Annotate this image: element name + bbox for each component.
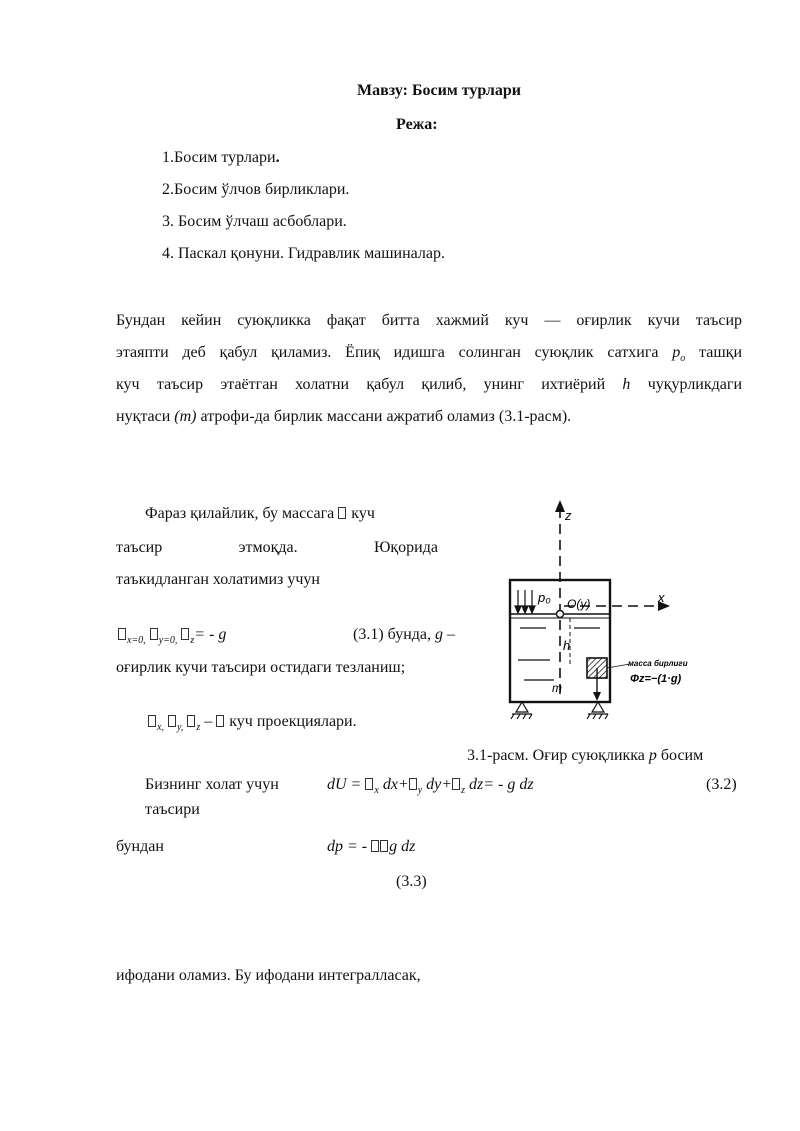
equation-3-1-explanation: оғирлик кучи таъсири остидаги тезланиш; (116, 659, 406, 676)
equation-3-1: $_{x=0,}$ $_{y=0,}$ $_z$= - g (118, 626, 226, 646)
z-axis-label: z (565, 508, 572, 523)
page-title: Мавзу: Босим турлари (357, 82, 521, 99)
figure-3-1-diagram (490, 498, 688, 728)
equation-3-2: dU = $_x$ dx+ $_y$ dy+ $_z$ dz= - g dz (327, 776, 534, 797)
equation-3-3-lead: бундан (116, 838, 164, 855)
plan-item-1: 1.Босим турлари. (162, 149, 280, 166)
phi-symbol (338, 507, 346, 519)
supports (511, 702, 608, 719)
h-label: h (563, 638, 571, 653)
assume-line-3: таъкидланган холатимиз учун (116, 571, 320, 588)
origin-label: O(y) (567, 597, 591, 611)
p0-label: p₀ (538, 590, 551, 605)
closing-text: ифодани оламиз. Бу ифодани интегралласак, (116, 967, 421, 984)
equation-3-2-label: (3.2) (706, 776, 737, 793)
equation-3-3: dp = - g dz (327, 838, 416, 855)
z-arrow-icon (555, 500, 565, 512)
intro-line-3: куч таъсир этаётган холатни қабул қилиб, унинг ихтиёрий h чуқурликдаги (116, 376, 742, 393)
intro-line-4: нуқтаси (m) атрофи-да бирлик массани ажратиб оламиз (3.1-расм). (116, 408, 572, 425)
assume-line-1: Фараз қилайлик, бу массага куч (145, 505, 375, 522)
mass-unit-label: масса бирлиги (628, 659, 688, 668)
phi-z-label: Φz=−(1·g) (630, 673, 682, 685)
figure-caption: 3.1-расм. Оғир суюқликка p босим (467, 747, 704, 764)
plan-item-4: 4. Паскал қонуни. Гидравлик машиналар. (162, 245, 445, 262)
equation-3-1-label: (3.1) бунда, g – (353, 626, 455, 643)
figure-caption-line-2: таъсири (145, 801, 200, 818)
pressure-arrows (515, 590, 535, 613)
x-axis-label: x (658, 590, 665, 605)
intro-line-2: этаяпти деб қабул қиламиз. Ёпиқ идишга солинган суюқлик сатхига $p_o$ ташқи (116, 344, 743, 365)
plan-item-2: 2.Босим ўлчов бирликлари. (162, 181, 350, 198)
plan-item-3: 3. Босим ўлчаш асбоблари. (162, 213, 347, 230)
m-label: m (552, 681, 562, 695)
equation-3-2-lead: Бизнинг холат учун (145, 776, 279, 793)
force-projections: $_{x,}$ $_{y,}$ $_z$ – куч проекциялари. (148, 713, 357, 733)
equation-3-3-label: (3.3) (396, 873, 427, 890)
assume-line-2: таъсир этмоқда. Юқорида (116, 539, 438, 556)
origin-point (557, 611, 564, 618)
plan-heading: Режа: (396, 116, 438, 133)
intro-line-1: Бундан кейин суюқликка фақат битта хажмий куч — оғирлик кучи таъсир (116, 312, 742, 329)
